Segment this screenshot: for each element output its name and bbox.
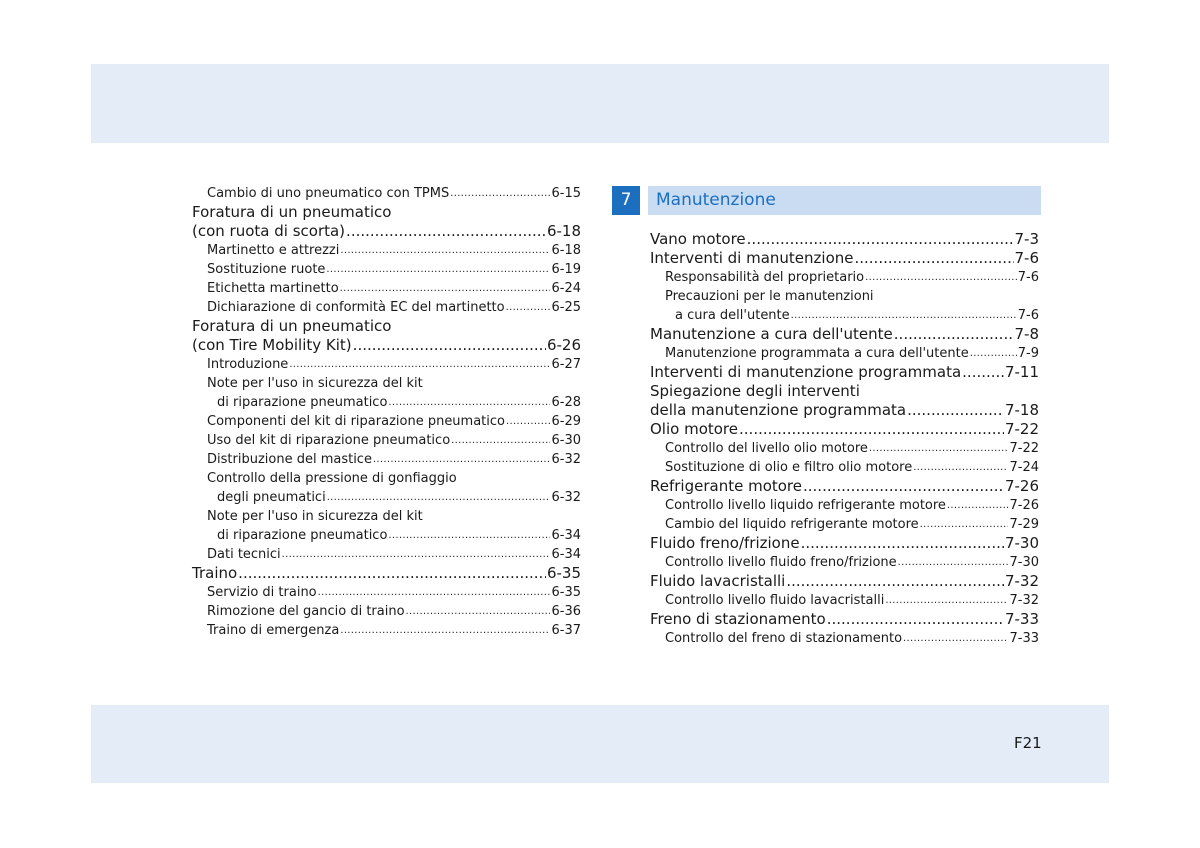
toc-entry-page: 6-26	[546, 336, 581, 354]
toc-entry[interactable]	[192, 355, 581, 374]
toc-entry-title: Traino di emergenza	[207, 623, 340, 638]
dot-leader	[947, 496, 1009, 515]
toc-entry-title: Manutenzione programmata a cura dell'utente	[665, 346, 969, 361]
toc-entry-title: (con ruota di scorta)	[192, 222, 346, 240]
toc-entry[interactable]	[650, 401, 1039, 420]
toc-entry-title: Sostituzione ruote	[207, 262, 326, 277]
toc-entry[interactable]	[192, 336, 581, 355]
page-number: F21	[1014, 734, 1042, 752]
toc-entry[interactable]	[650, 610, 1039, 629]
dot-leader	[898, 553, 1009, 572]
toc-entry-page: 7-22	[1004, 420, 1039, 438]
toc-entry[interactable]	[650, 496, 1039, 515]
toc-entry-title: Distribuzione del mastice	[207, 452, 372, 467]
toc-entry-page: 7-26	[1009, 498, 1039, 513]
toc-entry-page: 7-30	[1009, 555, 1039, 570]
toc-entry-title: degli pneumatici	[217, 490, 326, 505]
toc-entry-page: 7-30	[1004, 534, 1039, 552]
toc-entry[interactable]	[192, 260, 581, 279]
dot-leader	[340, 241, 550, 260]
dot-leader	[238, 564, 546, 583]
toc-entry-title: di riparazione pneumatico	[217, 395, 388, 410]
toc-entry-page: 6-25	[551, 300, 581, 315]
toc-entry-page: 6-24	[551, 281, 581, 296]
toc-entry-page: 6-29	[551, 414, 581, 429]
dot-leader	[865, 268, 1017, 287]
dot-leader	[388, 393, 550, 412]
toc-entry-title: Refrigerante motore	[650, 477, 802, 495]
toc-entry[interactable]	[650, 439, 1039, 458]
toc-right-column	[650, 230, 1039, 648]
toc-entry-title: Dichiarazione di conformità EC del martinetto	[207, 300, 505, 315]
dot-leader	[346, 222, 546, 241]
toc-entry-title: a cura dell'utente	[675, 308, 790, 323]
dot-leader	[318, 583, 551, 602]
toc-entry-page: 7-9	[1017, 346, 1039, 361]
toc-entry[interactable]	[650, 591, 1039, 610]
toc-entry[interactable]	[650, 287, 1039, 306]
toc-entry-page: 7-22	[1009, 441, 1039, 456]
toc-entry[interactable]	[192, 203, 581, 222]
dot-leader	[970, 344, 1017, 363]
toc-entry-page: 6-34	[551, 547, 581, 562]
dot-leader	[962, 363, 1004, 382]
toc-entry[interactable]	[192, 583, 581, 602]
toc-entry[interactable]	[650, 572, 1039, 591]
toc-entry[interactable]	[650, 477, 1039, 496]
toc-entry[interactable]	[192, 412, 581, 431]
dot-leader	[739, 420, 1004, 439]
dot-leader	[506, 298, 551, 317]
dot-leader	[827, 610, 1004, 629]
chapter-number-badge: 7	[612, 186, 640, 215]
toc-entry-page: 6-27	[551, 357, 581, 372]
toc-entry-page: 6-35	[551, 585, 581, 600]
dot-leader	[913, 458, 1008, 477]
toc-entry-page: 7-32	[1009, 593, 1039, 608]
toc-entry-page: 7-18	[1004, 401, 1039, 419]
dot-leader	[907, 401, 1004, 420]
toc-entry[interactable]	[650, 344, 1039, 363]
dot-leader	[506, 412, 550, 431]
toc-entry-title: Precauzioni per le manutenzioni	[665, 289, 874, 304]
toc-entry[interactable]	[650, 249, 1039, 268]
dot-leader	[450, 184, 550, 203]
chapter-title-bar	[648, 186, 1041, 215]
toc-entry-title: Controllo della pressione di gonfiaggio	[207, 471, 457, 486]
toc-entry-title: Olio motore	[650, 420, 739, 438]
toc-entry-page: 7-6	[1017, 270, 1039, 285]
dot-leader	[340, 279, 551, 298]
toc-left-column	[192, 184, 581, 640]
toc-entry-page: 6-19	[551, 262, 581, 277]
toc-entry-page: 6-30	[551, 433, 581, 448]
dot-leader	[854, 249, 1013, 268]
toc-entry[interactable]	[650, 553, 1039, 572]
toc-entry-title: Manutenzione a cura dell'utente	[650, 325, 893, 343]
toc-entry-title: Traino	[192, 564, 238, 582]
toc-entry[interactable]	[650, 325, 1039, 344]
toc-entry-title: Controllo livello fluido freno/frizione	[665, 555, 897, 570]
dot-leader	[282, 545, 551, 564]
toc-entry[interactable]	[192, 450, 581, 469]
toc-entry-title: Martinetto e attrezzi	[207, 243, 340, 258]
toc-entry[interactable]	[650, 382, 1039, 401]
toc-entry[interactable]	[650, 458, 1039, 477]
toc-entry-page: 6-18	[551, 243, 581, 258]
toc-entry-title: Servizio di traino	[207, 585, 317, 600]
toc-entry-title: Uso del kit di riparazione pneumatico	[207, 433, 451, 448]
toc-entry[interactable]	[650, 629, 1039, 648]
toc-entry[interactable]	[650, 306, 1039, 325]
toc-entry-page: 7-11	[1004, 363, 1039, 381]
chapter-title: Manutenzione	[656, 190, 776, 210]
toc-entry-page: 6-35	[546, 564, 581, 582]
toc-entry[interactable]	[192, 507, 581, 526]
toc-entry-title: Etichetta martinetto	[207, 281, 339, 296]
toc-entry-page: 7-6	[1014, 249, 1039, 267]
toc-entry-title: Dati tecnici	[207, 547, 281, 562]
toc-entry[interactable]	[192, 545, 581, 564]
dot-leader	[869, 439, 1009, 458]
dot-leader	[327, 488, 551, 507]
dot-leader	[451, 431, 550, 450]
toc-entry-title: Cambio di uno pneumatico con TPMS	[207, 186, 450, 201]
toc-entry-title: Freno di stazionamento	[650, 610, 826, 628]
footer-band	[91, 705, 1109, 783]
toc-entry[interactable]	[192, 469, 581, 488]
toc-entry-title: di riparazione pneumatico	[217, 528, 388, 543]
toc-entry-page: 7-8	[1014, 325, 1039, 343]
toc-entry-title: Controllo livello liquido refrigerante motore	[665, 498, 946, 513]
toc-entry-page: 7-33	[1009, 631, 1039, 646]
toc-entry-title: Controllo del freno di stazionamento	[665, 631, 903, 646]
toc-entry-page: 6-32	[551, 452, 581, 467]
dot-leader	[803, 477, 1004, 496]
toc-entry-title: Fluido freno/frizione	[650, 534, 800, 552]
toc-entry[interactable]	[192, 602, 581, 621]
toc-entry-page: 7-26	[1004, 477, 1039, 495]
dot-leader	[326, 260, 550, 279]
dot-leader	[353, 336, 546, 355]
toc-entry-page: 6-18	[546, 222, 581, 240]
toc-entry-title: della manutenzione programmata	[650, 401, 907, 419]
header-band	[91, 64, 1109, 143]
toc-entry[interactable]	[192, 222, 581, 241]
toc-entry-title: Vano motore	[650, 230, 746, 248]
toc-entry[interactable]	[192, 431, 581, 450]
toc-entry[interactable]	[650, 268, 1039, 287]
toc-entry-title: Interventi di manutenzione	[650, 249, 854, 267]
toc-entry-title: Foratura di un pneumatico	[192, 317, 392, 335]
toc-entry-page: 6-36	[551, 604, 581, 619]
toc-entry-page: 7-6	[1017, 308, 1039, 323]
toc-entry[interactable]	[192, 184, 581, 203]
toc-entry[interactable]	[192, 279, 581, 298]
toc-entry-page: 7-29	[1009, 517, 1039, 532]
toc-entry[interactable]	[192, 317, 581, 336]
toc-entry-title: Fluido lavacristalli	[650, 572, 786, 590]
toc-entry-title: Componenti del kit di riparazione pneumatico	[207, 414, 505, 429]
dot-leader	[801, 534, 1004, 553]
dot-leader	[289, 355, 550, 374]
toc-entry[interactable]	[192, 374, 581, 393]
toc-entry[interactable]	[192, 241, 581, 260]
toc-entry-page: 7-3	[1014, 230, 1039, 248]
toc-entry-title: Foratura di un pneumatico	[192, 203, 392, 221]
toc-entry[interactable]	[650, 515, 1039, 534]
toc-entry[interactable]	[650, 420, 1039, 439]
toc-entry-title: Controllo del livello olio motore	[665, 441, 868, 456]
toc-entry-title: Rimozione del gancio di traino	[207, 604, 405, 619]
toc-entry-page: 6-34	[551, 528, 581, 543]
toc-entry-page: 6-15	[551, 186, 581, 201]
toc-entry-page: 6-32	[551, 490, 581, 505]
toc-entry-title: Introduzione	[207, 357, 289, 372]
toc-entry-title: Cambio del liquido refrigerante motore	[665, 517, 919, 532]
toc-entry-page: 7-32	[1004, 572, 1039, 590]
toc-entry[interactable]	[192, 621, 581, 640]
dot-leader	[786, 572, 1004, 591]
toc-entry-page: 7-24	[1009, 460, 1039, 475]
dot-leader	[885, 591, 1008, 610]
toc-entry[interactable]	[192, 526, 581, 545]
toc-entry-page: 7-33	[1004, 610, 1039, 628]
toc-entry-title: Sostituzione di olio e filtro olio motore	[665, 460, 913, 475]
dot-leader	[406, 602, 551, 621]
dot-leader	[373, 450, 551, 469]
toc-entry[interactable]	[192, 564, 581, 583]
dot-leader	[894, 325, 1014, 344]
toc-entry-title: Note per l'uso in sicurezza del kit	[207, 376, 423, 391]
toc-entry[interactable]	[650, 534, 1039, 553]
toc-entry[interactable]	[192, 298, 581, 317]
toc-entry-title: Spiegazione degli interventi	[650, 382, 860, 400]
toc-entry-page: 6-37	[551, 623, 581, 638]
toc-entry[interactable]	[650, 363, 1039, 382]
toc-entry-title: Responsabilità del proprietario	[665, 270, 865, 285]
dot-leader	[340, 621, 550, 640]
toc-entry-page: 6-28	[551, 395, 581, 410]
toc-entry-title: (con Tire Mobility Kit)	[192, 336, 352, 354]
dot-leader	[747, 230, 1014, 249]
toc-entry[interactable]	[192, 488, 581, 507]
dot-leader	[791, 306, 1017, 325]
dot-leader	[388, 526, 550, 545]
toc-entry-title: Interventi di manutenzione programmata	[650, 363, 962, 381]
toc-entry[interactable]	[192, 393, 581, 412]
toc-entry[interactable]	[650, 230, 1039, 249]
toc-entry-title: Controllo livello fluido lavacristalli	[665, 593, 885, 608]
dot-leader	[903, 629, 1008, 648]
dot-leader	[920, 515, 1009, 534]
toc-entry-title: Note per l'uso in sicurezza del kit	[207, 509, 423, 524]
